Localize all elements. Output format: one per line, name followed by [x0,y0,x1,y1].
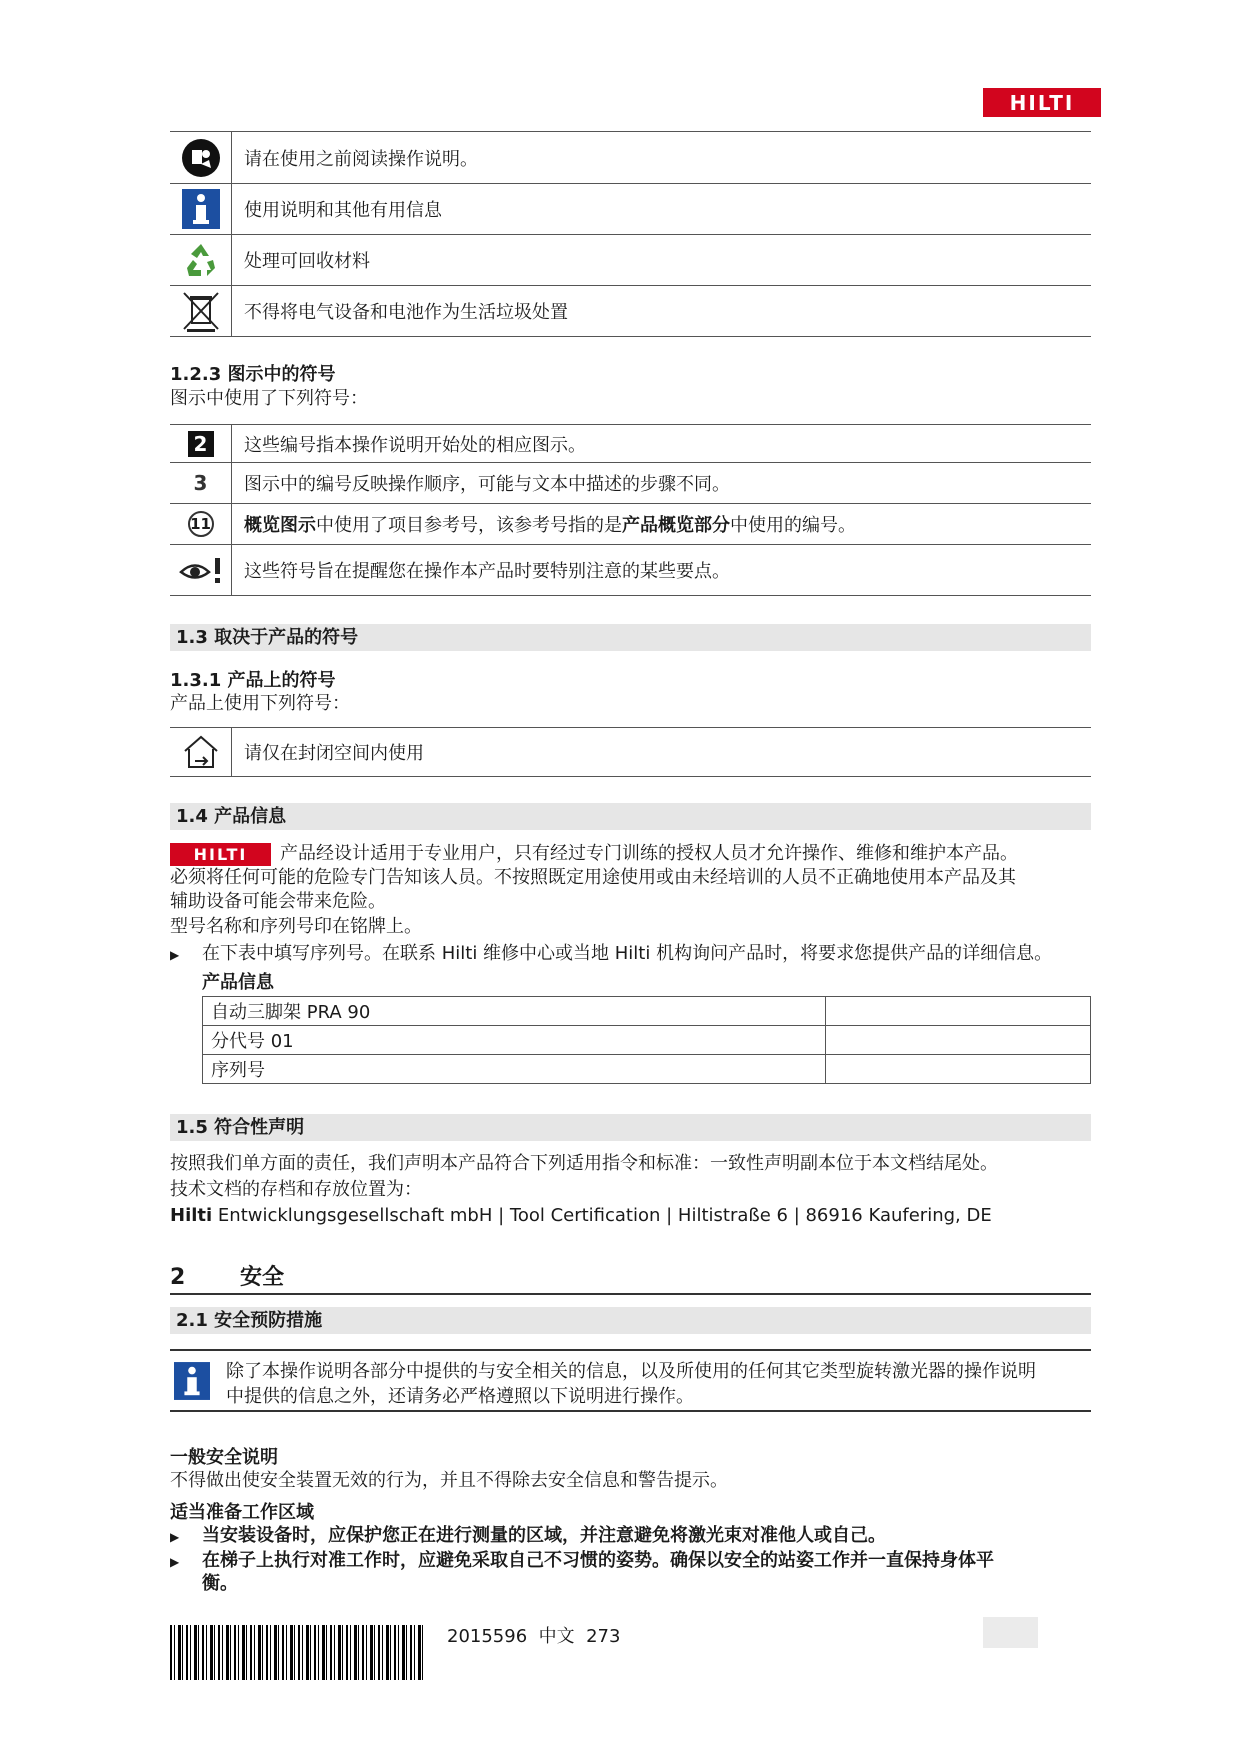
symbol-text: 请在使用之前阅读操作说明。 [244,148,478,170]
symbol-row-no-trash [170,286,1091,337]
bold-term: 概览图示 [244,515,316,536]
section-1-2-3-intro: 图示中使用了下列符号： [170,388,368,409]
bullet-item [170,1524,886,1549]
symbol-text: 使用说明和其他有用信息 [244,200,442,221]
read-manual-icon [181,138,221,178]
product-symbol-row [170,728,1091,777]
hilti-logo: HILTI [983,88,1101,117]
section-1-5-title: 1.5 符合性声明 [170,1114,1091,1141]
indoor-use-icon [181,733,221,771]
symbol-row-info [170,184,1091,235]
section-1-4-title: 1.4 产品信息 [170,803,1091,830]
figure-symbol-row [170,504,1091,545]
table-row [203,1055,1091,1084]
recycle-icon [181,240,221,280]
bullet-text: 当安装设备时，应保护您正在进行测量的区域，并注意避免将激光束对准他人或自己。 [202,1525,886,1546]
work-area-heading: 适当准备工作区域 [170,1502,314,1523]
section-1-3-title: 1.3 取决于产品的符号 [170,624,1091,651]
general-safety-heading: 一般安全说明 [170,1447,278,1468]
product-info-table [202,996,1091,1084]
chapter-2-title [170,1260,1091,1295]
chapter-title: 安全 [240,1265,285,1290]
plain-text: 中使用了项目参考号，该参考号指的是 [316,515,622,536]
symbol-text: 图示中的编号反映操作顺序，可能与文本中描述的步骤不同。 [244,474,730,495]
bullet-text: 在梯子上执行对准工作时，应避免采取自己不习惯的姿势。确保以安全的站姿工作并一直保持身体平 [202,1550,994,1571]
bold-term: 产品概览部分 [622,515,730,536]
symbol-text [232,511,856,537]
number-box-symbol: 2 [188,431,214,457]
bullet-text: 在下表中填写序列号。在联系 Hilti 维修中心或当地 Hilti 机构询问产品时，将要求您提供产品的详细信息。 [202,943,1053,964]
table-label: 序列号 [203,1055,826,1084]
language: 中文 [538,1626,575,1647]
symbol-text: 请仅在封闭空间内使用 [244,743,424,764]
section-1-3-1-heading: 1.3.1 产品上的符号 [170,670,336,691]
company-address: Entwicklungsgesellschaft mbH | Tool Certification | Hiltistraße 6 | 86916 Kaufering, DE [212,1205,992,1226]
safety-note-box [170,1349,1091,1412]
product-info-table-title: 产品信息 [202,972,274,993]
table-label: 自动三脚架 PRA 90 [203,997,826,1026]
conformity-line2: 技术文档的存档和存放位置为： [170,1179,422,1200]
chapter-number: 2 [170,1265,186,1290]
symbol-text: 这些编号指本操作说明开始处的相应图示。 [244,434,586,456]
info-icon [174,1361,210,1401]
bullet-continuation: 衡。 [202,1573,238,1594]
table-value-field[interactable] [826,1026,1091,1055]
figure-symbol-row [170,425,1091,463]
table-value-field[interactable] [826,997,1091,1026]
general-safety-text: 不得做出使安全装置无效的行为，并且不得除去安全信息和警告提示。 [170,1470,728,1491]
conformity-line1: 按照我们单方面的责任，我们声明本产品符合下列适用指令和标准：一致性声明副本位于本文档结尾处。 [170,1153,998,1174]
hilti-logo-inline: HILTI [170,843,271,866]
footer-page-info [447,1622,620,1648]
barcode [170,1625,423,1680]
bullet-item [170,1549,994,1574]
bullet-item [170,942,1052,967]
section-2-1-title: 2.1 安全预防措施 [170,1307,1091,1334]
symbol-text: 这些符号旨在提醒您在操作本产品时要特别注意的某些要点。 [244,561,730,582]
eye-attention-icon [179,555,223,585]
symbol-text: 处理可回收材料 [244,251,370,272]
number-circle-symbol: 11 [188,511,214,537]
table-label: 分代号 01 [203,1026,826,1055]
doc-number: 2015596 [447,1626,528,1647]
table-value-field[interactable] [826,1055,1091,1084]
symbol-text: 不得将电气设备和电池作为生活垃圾处置 [244,302,568,323]
product-info-text-line1: 产品经设计适用于专业用户，只有经过专门训练的授权人员才允许操作、维修和维护本产品。 [280,843,1018,864]
plain-text: 中使用的编号。 [730,515,856,536]
figure-symbol-row [170,463,1091,504]
product-symbols-table [170,727,1091,777]
product-info-text-line2: 必须将任何可能的危险专门告知该人员。不按照既定用途使用或由未经培训的人员不正确地使用本产品及其 [170,867,1016,888]
table-row [203,997,1091,1026]
product-info-text-line3: 辅助设备可能会带来危险。 [170,891,386,912]
safety-note-line2: 中提供的信息之外，还请务必严格遵照以下说明进行操作。 [226,1386,694,1407]
bullet-arrow-icon: ▶ [170,1555,180,1569]
symbol-row-recycle [170,235,1091,286]
no-trash-icon [181,289,221,333]
conformity-line3 [170,1204,992,1228]
bullet-arrow-icon: ▶ [170,948,180,962]
table-row [203,1026,1091,1055]
symbol-row-read-manual [170,132,1091,184]
nameplate-text: 型号名称和序列号印在铭牌上。 [170,916,422,937]
company-name: Hilti [170,1205,213,1226]
figure-symbol-row [170,545,1091,596]
info-icon [182,189,220,229]
section-1-2-3-heading: 1.2.3 图示中的符号 [170,364,336,385]
general-symbols-table [170,131,1091,337]
section-1-3-1-intro: 产品上使用下列符号： [170,693,350,714]
bullet-arrow-icon: ▶ [170,1530,180,1544]
safety-note-line1: 除了本操作说明各部分中提供的与安全相关的信息，以及所使用的任何其它类型旋转激光器的操作说明 [226,1361,1036,1382]
number-plain-symbol: 3 [193,471,208,495]
page-number: 273 [586,1626,621,1647]
footer-tab-marker [983,1617,1038,1648]
figure-symbols-table [170,424,1091,596]
